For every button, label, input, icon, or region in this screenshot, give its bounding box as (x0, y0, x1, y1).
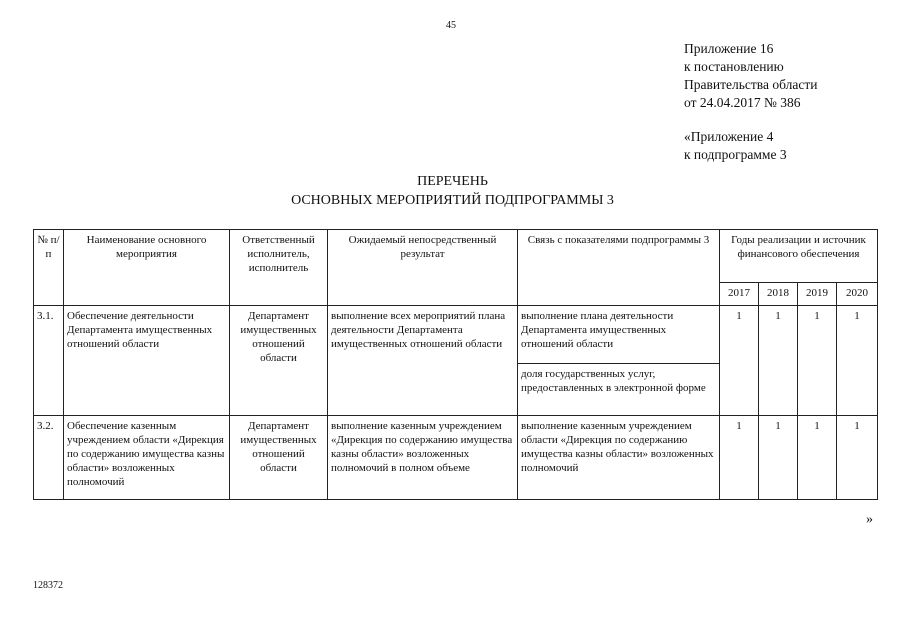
row-name: Обеспечение казенным учреждением области «Дирекция по содержанию имущества казны области» возложенных полномочий (64, 416, 230, 500)
appendix-sub-note (684, 128, 787, 164)
row-link: выполнение казенным учреждением области «Дирекция по содержанию имущества казны области» возложенных полномочий (518, 416, 720, 500)
document-title (0, 172, 905, 210)
row-year-value: 1 (837, 306, 878, 416)
appendix-line: от 24.04.2017 № 386 (684, 95, 801, 110)
row-year-value: 1 (759, 416, 798, 500)
row-year-value: 1 (759, 306, 798, 416)
row-link: выполнение плана деятельности Департамента имущественных отношений области (518, 306, 720, 364)
table-row (34, 306, 878, 364)
appendix-sub-line: «Приложение 4 (684, 129, 774, 144)
row-responsible: Департамент имущественных отношений области (230, 416, 328, 500)
header-link: Связь с показателями подпрограммы 3 (518, 230, 720, 306)
row-year-value: 1 (837, 416, 878, 500)
title-line-1: ПЕРЕЧЕНЬ (417, 174, 488, 189)
row-responsible: Департамент имущественных отношений области (230, 306, 328, 416)
appendix-note (684, 40, 817, 112)
header-years: Годы реализации и источник финансового обеспечения (720, 230, 878, 283)
title-line-2: ОСНОВНЫХ МЕРОПРИЯТИЙ ПОДПРОГРАММЫ 3 (291, 193, 614, 208)
header-year: 2019 (798, 283, 837, 306)
row-year-value: 1 (720, 306, 759, 416)
measures-table (33, 229, 878, 500)
row-num: 3.1. (34, 306, 64, 416)
appendix-line: к постановлению (684, 59, 784, 74)
header-row (34, 230, 878, 283)
row-num: 3.2. (34, 416, 64, 500)
header-year: 2018 (759, 283, 798, 306)
appendix-line: Правительства области (684, 77, 818, 92)
row-expected: выполнение всех мероприятий плана деятельности Департамента имущественных отношений области (328, 306, 518, 416)
document-code: 128372 (33, 580, 63, 591)
row-year-value: 1 (798, 416, 837, 500)
header-year: 2020 (837, 283, 878, 306)
header-num: № п/п (34, 230, 64, 306)
header-name: Наименование основного мероприятия (64, 230, 230, 306)
appendix-line: Приложение 16 (684, 41, 774, 56)
row-name: Обеспечение деятельности Департамента имущественных отношений области (64, 306, 230, 416)
table-row (34, 416, 878, 500)
page-number: 45 (446, 20, 456, 31)
header-year: 2017 (720, 283, 759, 306)
row-year-value: 1 (798, 306, 837, 416)
row-link: доля государственных услуг, предоставленных в электронной форме (518, 364, 720, 416)
row-expected: выполнение казенным учреждением «Дирекция по содержанию имущества казны области» возложенных полномочий в полном объеме (328, 416, 518, 500)
appendix-sub-line: к подпрограмме 3 (684, 147, 787, 162)
closing-quote: » (866, 512, 873, 527)
row-year-value: 1 (720, 416, 759, 500)
header-expected: Ожидаемый непосредственный результат (328, 230, 518, 306)
header-responsible: Ответственный исполнитель, исполнитель (230, 230, 328, 306)
